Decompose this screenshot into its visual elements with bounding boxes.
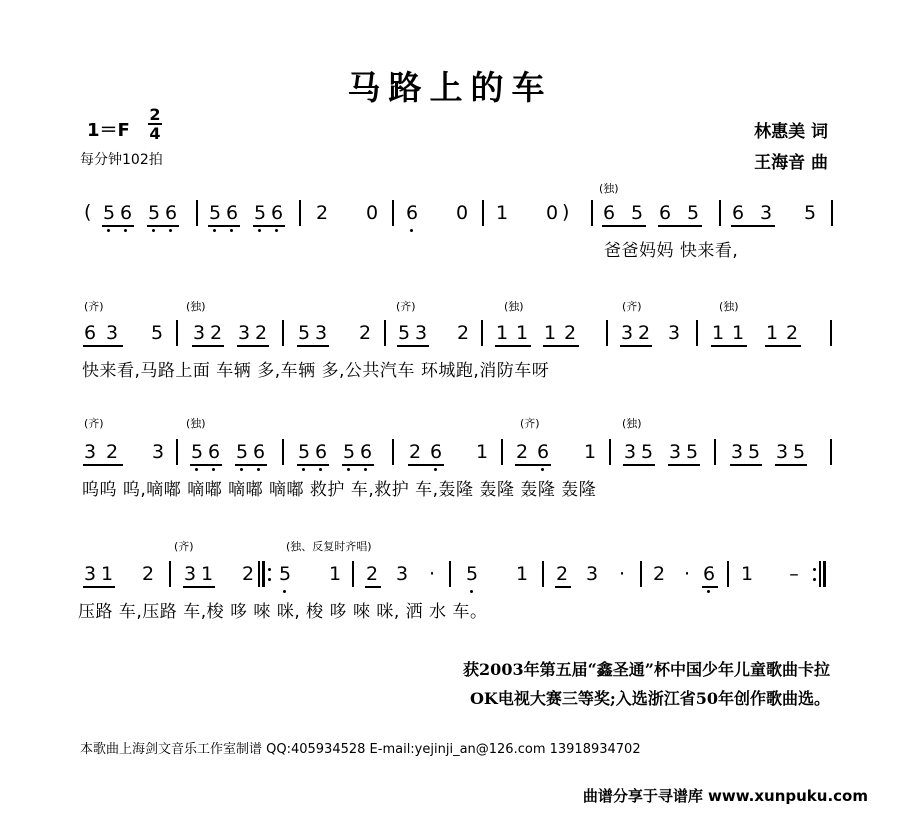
close-paren: ) [562,201,570,223]
award-note-line-2: OK电视大赛三等奖;入选浙江省50年创作歌曲选。 [469,689,830,708]
lyric-line-2: 快来看,马路上面 车辆 多,车辆 多,公共汽车 环城跑,消防车呀 [82,361,550,381]
part-label: (齐) [396,300,416,313]
score-row-3: (齐) (独) (齐) (独) 3 2 3 5 6 5 6 5 6 5 6 2 6 1 2 6 1 3 5 3 5 3 5 3 5 呜呜 呜,嘀嘟 嘀嘟 嘀嘟 嘀嘟 救护 车,救护 车,轰隆 轰隆 轰隆 轰隆 [74,413,834,525]
part-label: (独) [186,417,206,430]
part-label: (齐) [84,417,104,430]
score-row-1: (独) ( ) 5 6 5 6 5 6 5 6 2 0 6 0 1 0 6 5 6 5 6 3 5 爸爸妈妈 快来看, [74,178,834,290]
time-sig-bottom: 4 [149,124,161,143]
part-label: (齐) [622,300,642,313]
award-note-line-1: 获2003年第五届“鑫圣通”杯中国少年儿童歌曲卡拉 [463,660,830,679]
time-sig-top: 2 [149,105,161,124]
song-title: 马路上的车 [347,68,553,107]
part-label: (独) [186,300,206,313]
score-row-2: (齐) (独) (齐) (独) (齐) (独) 6 3 5 3 2 3 2 5 3 2 5 3 2 1 1 1 2 3 2 3 1 1 1 2 快来看,马路上面 车辆 多,车辆 多,公共汽车 环城跑,消防车呀 [74,296,834,408]
part-label: (独) [719,300,739,313]
composer-credit: 王海音 曲 [754,153,828,173]
footer-credits: 本歌曲上海剑文音乐工作室制谱 QQ:405934528 E-mail:yejinji_an@126.com 13918934702 [80,742,641,757]
lyricist-credit: 林惠美 词 [754,122,828,142]
part-label: (独) [504,300,524,313]
part-label: (齐) [174,540,194,553]
part-label: (齐) [84,300,104,313]
part-label: (独) [622,417,642,430]
lyric-line-3: 呜呜 呜,嘀嘟 嘀嘟 嘀嘟 嘀嘟 救护 车,救护 车,轰隆 轰隆 轰隆 轰隆 [82,480,597,500]
time-signature [147,106,163,142]
part-label: (独) [599,182,619,195]
score-row-4: (齐) (独、反复时齐唱) 3 1 2 3 1 2 5 1 2 3 · 5 1 2 3 · 2 · 6 1 – 压路 车,压路 车,梭 哆 唻 咪, 梭 哆 唻 咪, 洒 水 车。 [74,536,834,648]
key-signature: 1＝F [87,120,130,141]
lyric-line-4: 压路 车,压路 车,梭 哆 唻 咪, 梭 哆 唻 咪, 洒 水 车。 [78,602,488,622]
part-label: (独、反复时齐唱) [286,540,372,553]
site-watermark: 曲谱分享于寻谱库 www.xunpuku.com [582,787,868,805]
tempo-marking: 每分钟102拍 [80,152,163,168]
part-label: (齐) [520,417,540,430]
lyric-line-1: 爸爸妈妈 快来看, [604,241,739,261]
open-paren: ( [84,201,92,223]
